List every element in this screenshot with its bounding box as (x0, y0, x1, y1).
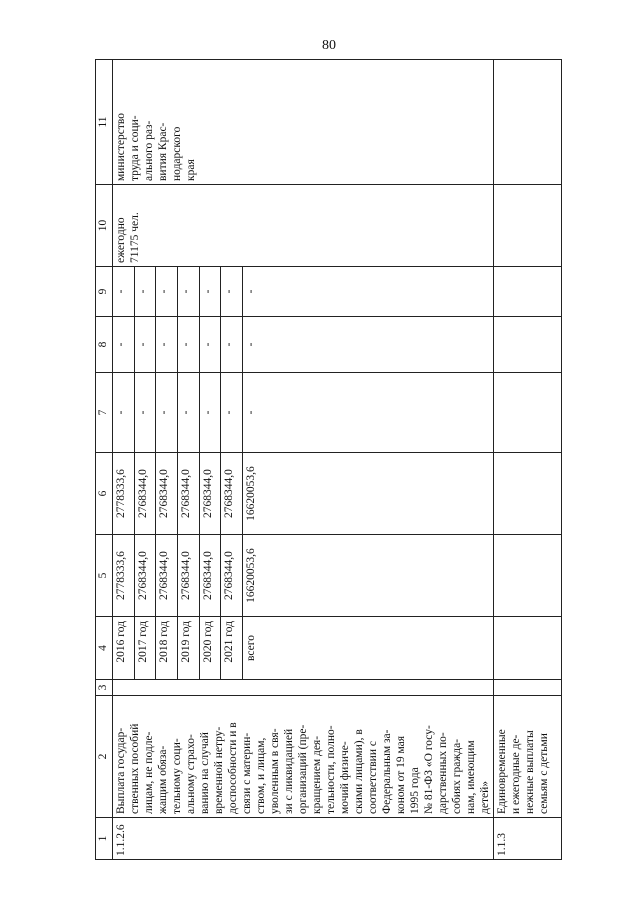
total-label-cell: всего (242, 617, 263, 680)
frequency-cell: ежегодно 71175 чел. (113, 185, 494, 267)
value-cell: - (113, 317, 135, 373)
page-number: 80 (322, 38, 336, 53)
header-cell: 1 (96, 818, 113, 860)
header-cell: 6 (96, 453, 113, 535)
value-cell: 2768344,0 (156, 453, 178, 535)
value-cell: - (177, 317, 199, 373)
year-cell: 2018 год (156, 617, 178, 680)
header-row (96, 60, 113, 860)
row-code: 1.1.3 (494, 818, 562, 860)
value-cell: - (199, 317, 221, 373)
value-cell: - (221, 373, 243, 453)
value-cell: - (134, 317, 156, 373)
row-description: Единовременные и ежегодные де- нежные выплаты семьям с детьми (494, 696, 562, 818)
value-cell: - (199, 373, 221, 453)
value-cell: - (221, 267, 243, 317)
value-cell: 2768344,0 (156, 535, 178, 617)
header-cell: 10 (96, 185, 113, 267)
value-cell: 2768344,0 (134, 453, 156, 535)
value-cell: - (134, 267, 156, 317)
total-value-cell: 16620053,6 (242, 535, 263, 617)
value-cell: - (177, 267, 199, 317)
header-cell: 11 (96, 60, 113, 185)
total-value-cell: 16620053,6 (242, 453, 263, 535)
header-cell: 9 (96, 267, 113, 317)
value-cell: - (156, 267, 178, 317)
value-cell: 2768344,0 (221, 453, 243, 535)
value-cell: 2768344,0 (177, 535, 199, 617)
table-row (113, 60, 135, 860)
table-row (494, 60, 562, 860)
value-cell: 2768344,0 (221, 535, 243, 617)
value-cell: - (113, 373, 135, 453)
header-cell: 4 (96, 617, 113, 680)
value-cell: - (134, 373, 156, 453)
value-cell: - (177, 373, 199, 453)
value-cell: - (199, 267, 221, 317)
responsible-cell: министерство труда и соци- ального раз- вития Крас- нодарского края (113, 60, 494, 185)
year-cell: 2021 год (221, 617, 243, 680)
value-cell: 2778333,6 (113, 453, 135, 535)
col3-cell (113, 680, 494, 696)
value-cell: 2778333,6 (113, 535, 135, 617)
row-description: Выплата государ- ственных пособий лицам, не подле- жащим обяза- тельному соци- альному страхо- ванию на случай временной нетру- доспособности и в связи с материн- ством, и лицам, уволенным в свя- зи с ликвидацией организаций (пре- кращением дея- тельности, полно- мочий физиче- скими лицами), в соответствии с Федеральным за- коном от 19 мая 1995 года № 81-ФЗ «О госу- дарственных по- собиях гражда- нам, имеющим детей» (113, 696, 494, 818)
value-cell: 2768344,0 (199, 453, 221, 535)
header-cell: 5 (96, 535, 113, 617)
year-cell: 2017 год (134, 617, 156, 680)
year-cell: 2019 год (177, 617, 199, 680)
header-cell: 7 (96, 373, 113, 453)
value-cell: - (156, 317, 178, 373)
program-table (95, 59, 562, 860)
value-cell: - (242, 267, 263, 317)
value-cell: - (113, 267, 135, 317)
value-cell: 2768344,0 (177, 453, 199, 535)
year-cell: 2020 год (199, 617, 221, 680)
header-cell: 3 (96, 680, 113, 696)
value-cell: 2768344,0 (134, 535, 156, 617)
value-cell: - (156, 373, 178, 453)
year-cell: 2016 год (113, 617, 135, 680)
header-cell: 8 (96, 317, 113, 373)
value-cell: - (242, 373, 263, 453)
value-cell: - (221, 317, 243, 373)
row-code: 1.1.2.6 (113, 818, 494, 860)
value-cell: - (242, 317, 263, 373)
value-cell: 2768344,0 (199, 535, 221, 617)
rotated-table-frame (95, 60, 550, 860)
header-cell: 2 (96, 696, 113, 818)
